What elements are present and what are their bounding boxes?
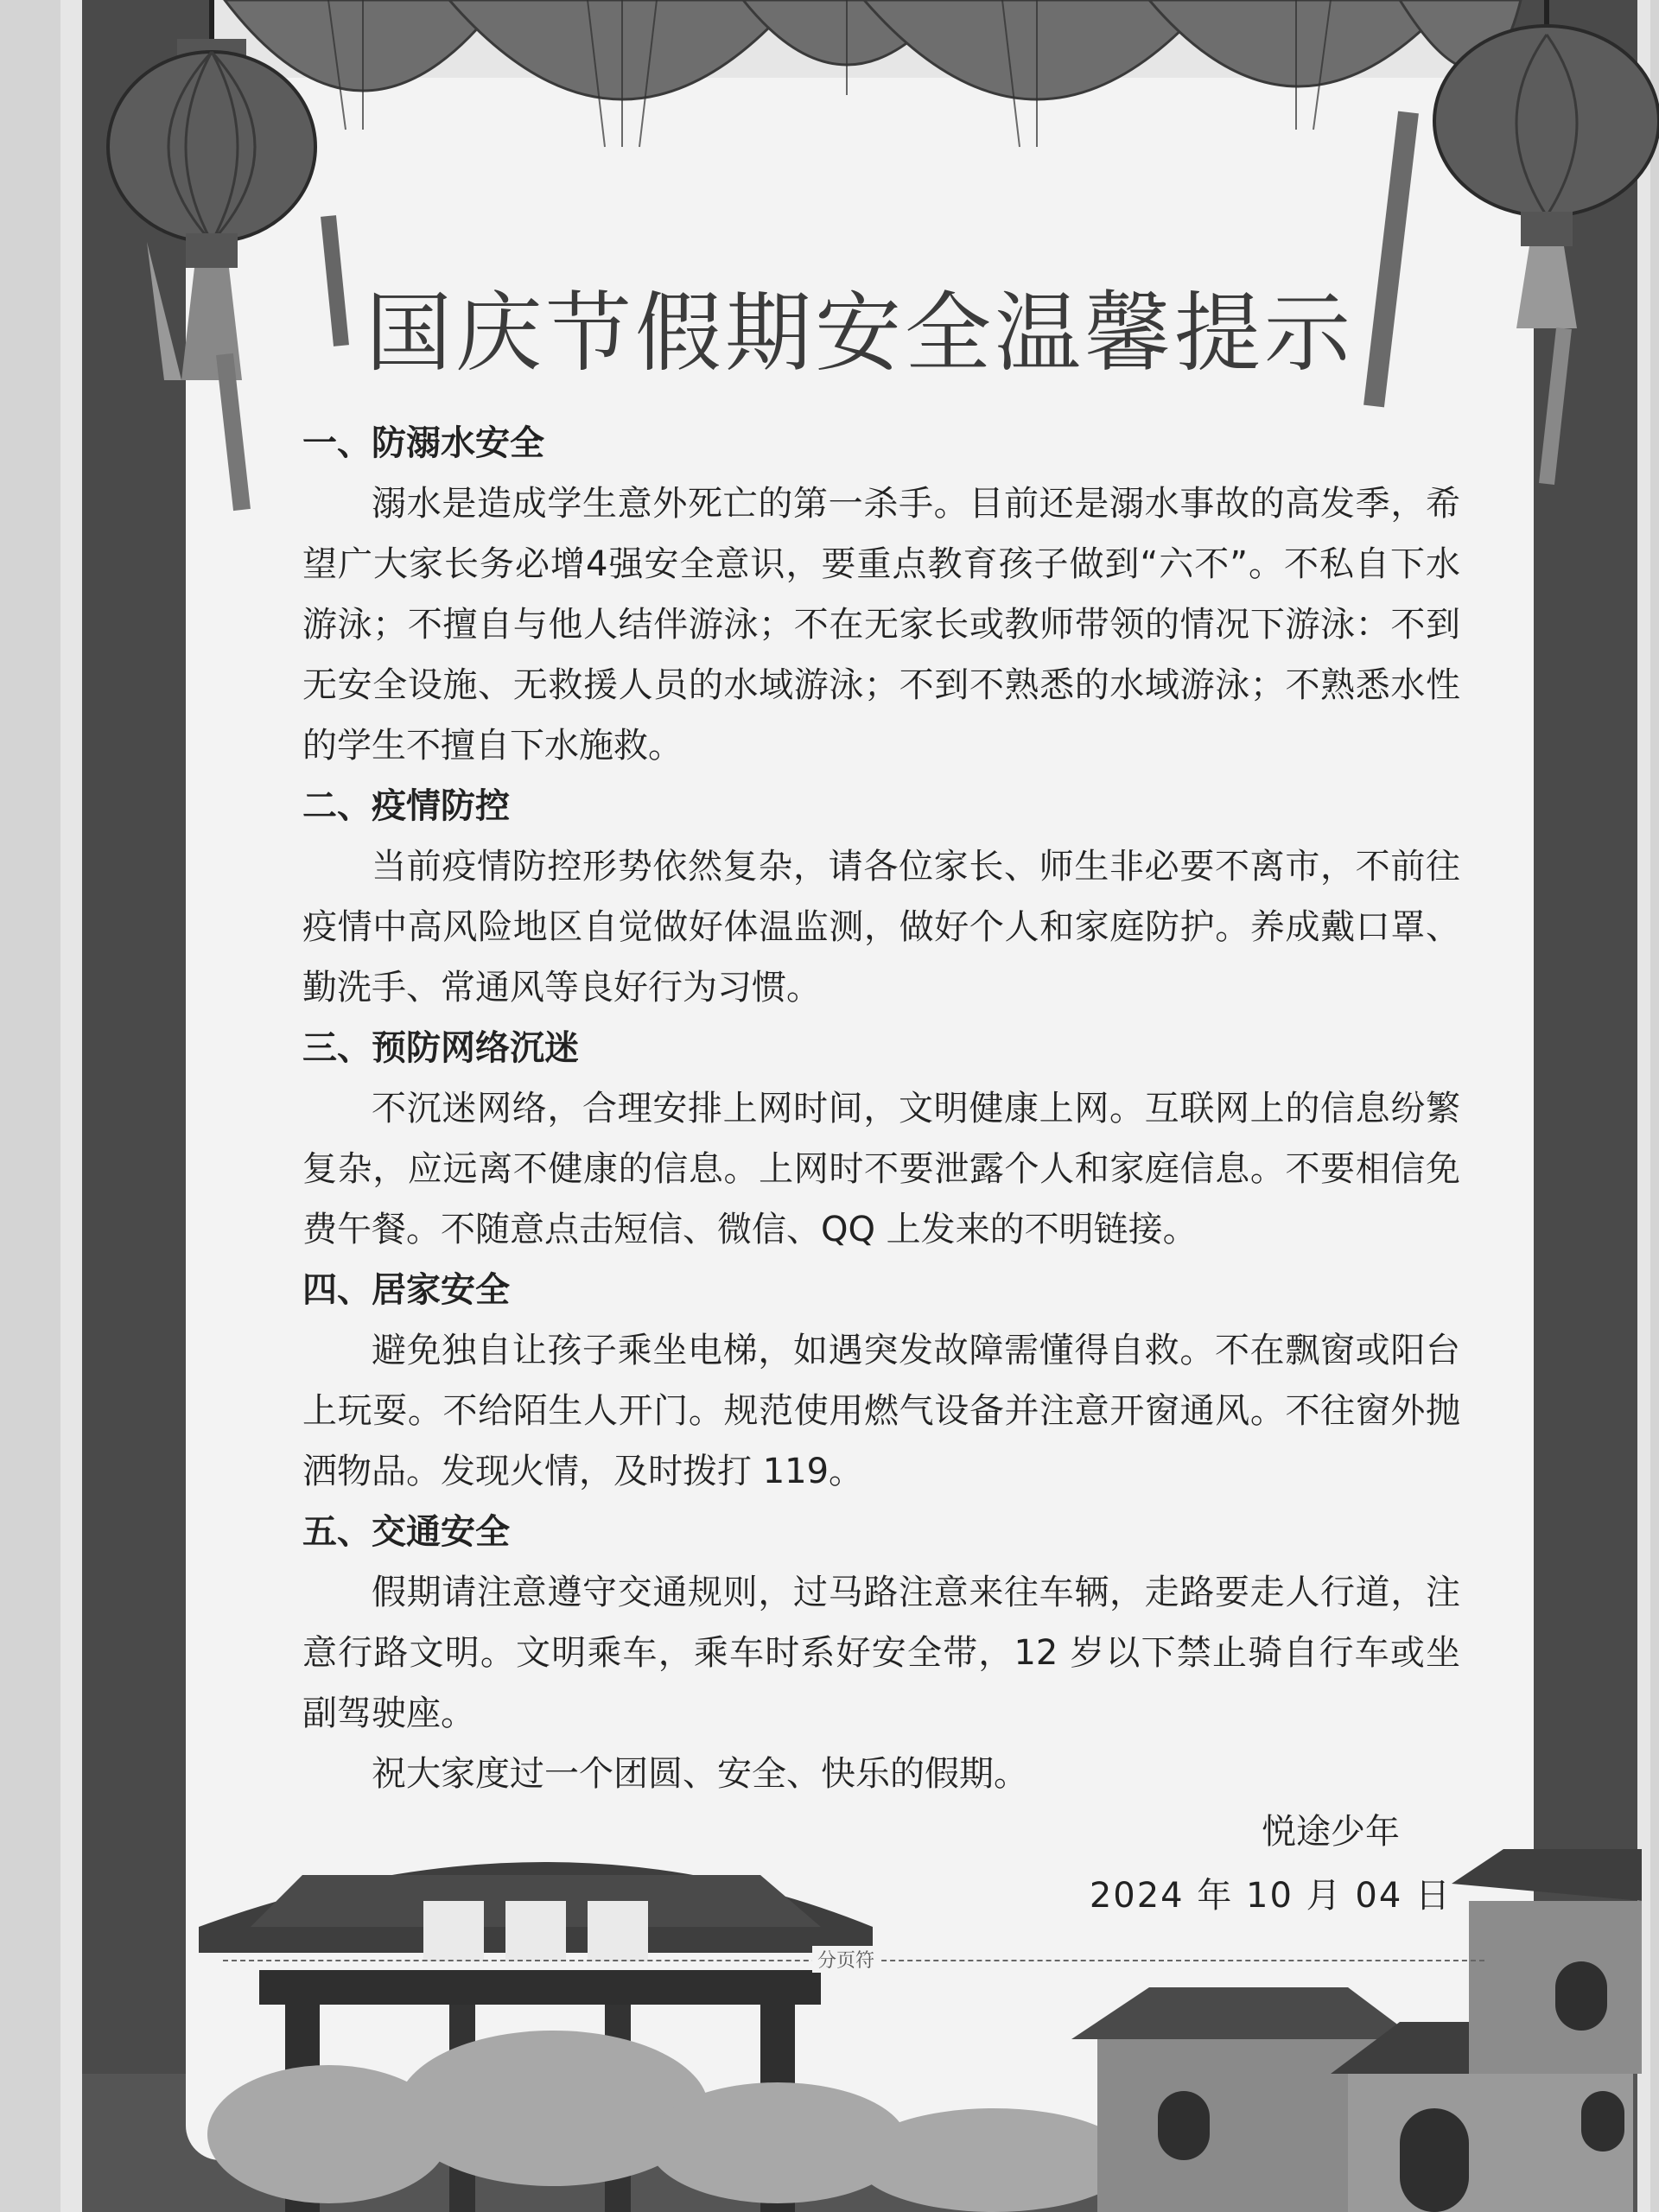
closing-wish: 祝大家度过一个团圆、安全、快乐的假期。	[372, 1754, 1028, 1794]
section-heading-traffic: 五、交通安全	[302, 1512, 510, 1552]
section-heading-home: 四、居家安全	[302, 1270, 510, 1310]
section-paragraph-drowning: 溺水是造成学生意外死亡的第一杀手。目前还是溺水事故的高发季，希望广大家长务必增4强安全意识，要重点教育孩子做到“六不”。不私自下水游泳；不擅自与他人结伴游泳；不在无家长或教师带领的情况下游泳：不到无安全设施、无救援人员的水域游泳；不到不熟悉的水域游泳；不熟悉水性的学生不擅自下水施救。	[302, 484, 1460, 766]
page-break-label: 分页符	[812, 1946, 880, 1973]
notice-body	[302, 413, 1460, 1804]
section-heading-drowning: 一、防溺水安全	[302, 423, 544, 463]
section-paragraph-home: 避免独自让孩子乘坐电梯，如遇突发故障需懂得自救。不在飘窗或阳台上玩耍。不给陌生人开门。规范使用燃气设备并注意开窗通风。不往窗外抛洒物品。发现火情，及时拨打 119。	[302, 1331, 1460, 1491]
section-heading-epidemic: 二、疫情防控	[302, 786, 510, 826]
section-paragraph-epidemic: 当前疫情防控形势依然复杂，请各位家长、师生非必要不离市，不前往疫情中高风险地区自觉做好体温监测，做好个人和家庭防护。养成戴口罩、勤洗手、常通风等良好行为习惯。	[302, 847, 1460, 1007]
section-paragraph-traffic: 假期请注意遵守交通规则，过马路注意来往车辆，走路要走人行道，注意行路文明。文明乘车，乘车时系好安全带，12 岁以下禁止骑自行车或坐副驾驶座。	[302, 1573, 1460, 1733]
section-paragraph-internet: 不沉迷网络，合理安排上网时间，文明健康上网。互联网上的信息纷繁复杂，应远离不健康的信息。上网时不要泄露个人和家庭信息。不要相信免费午餐。不随意点击短信、微信、QQ 上发来的不明链接。	[302, 1089, 1460, 1249]
signature: 悦途少年	[1262, 1812, 1400, 1852]
section-heading-internet: 三、预防网络沉迷	[302, 1028, 579, 1068]
date: 2024 年 10 月 04 日	[1089, 1876, 1452, 1916]
page-title: 国庆节假期安全温馨提示	[365, 283, 1354, 384]
